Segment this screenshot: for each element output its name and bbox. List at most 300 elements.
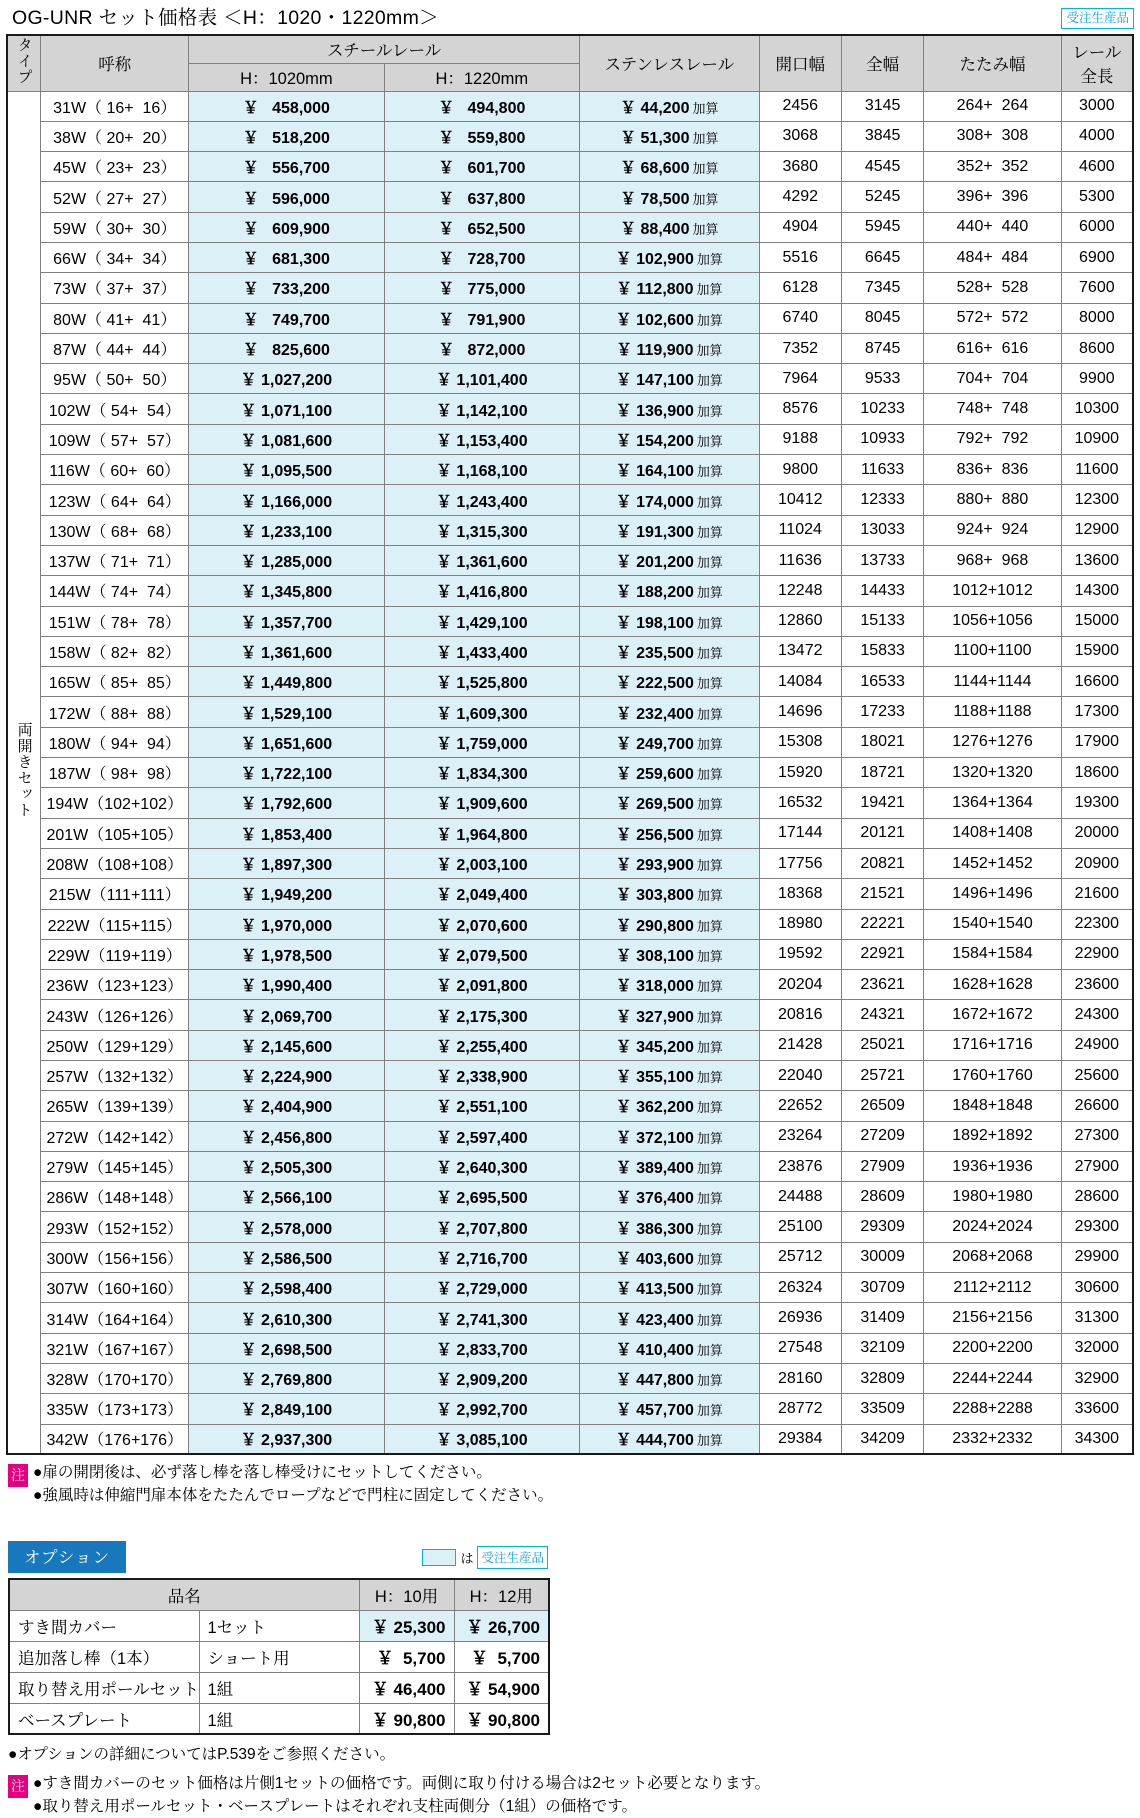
cell-fold-width: 1056+1056 — [924, 606, 1061, 636]
table-row — [7, 1030, 1133, 1060]
cell-fold-width: 572+ 572 — [924, 303, 1061, 333]
cell-name: 300W（156+156） — [41, 1242, 189, 1272]
cell-stainless-suffix: 加算 — [696, 1282, 723, 1298]
cell-opening-width: 9800 — [759, 455, 841, 485]
cell-stainless — [580, 545, 760, 575]
col-header-rail-length — [1061, 35, 1133, 91]
cell-steel-h1220: ￥ 2,741,300 — [384, 1303, 579, 1333]
option-price-h12: ￥ 90,800 — [454, 1703, 549, 1734]
cell-stainless-suffix: 加算 — [696, 1373, 723, 1389]
cell-name: 66W（ 34+ 34） — [41, 242, 189, 272]
option-detail-note: ●オプションの詳細についてはP.539をご参照ください。 — [8, 1746, 396, 1764]
cell-stainless — [580, 697, 760, 727]
cell-steel-h1020: ￥ 2,566,100 — [189, 1182, 384, 1212]
cell-fold-width: 792+ 792 — [924, 424, 1061, 454]
cell-stainless — [580, 152, 760, 182]
option-name: 追加落し棒（1本） — [9, 1641, 199, 1672]
cell-stainless-suffix: 加算 — [696, 797, 723, 813]
cell-steel-h1020: ￥ 749,700 — [189, 303, 384, 333]
cell-opening-width: 24488 — [759, 1182, 841, 1212]
table-header — [7, 35, 1133, 91]
cell-fold-width: 1628+1628 — [924, 970, 1061, 1000]
cell-stainless — [580, 242, 760, 272]
cell-rail-length: 14300 — [1061, 576, 1133, 606]
cell-stainless-amount: ￥ 249,700 — [615, 735, 694, 753]
table-row — [7, 1303, 1133, 1333]
cell-opening-width: 12248 — [759, 576, 841, 606]
cell-rail-length: 18600 — [1061, 758, 1133, 788]
cell-total-width: 20121 — [841, 818, 923, 848]
cell-total-width: 13733 — [841, 545, 923, 575]
cell-total-width: 17233 — [841, 697, 923, 727]
cell-stainless-suffix: 加算 — [692, 191, 719, 207]
cell-steel-h1220: ￥ 2,079,500 — [384, 939, 579, 969]
cell-stainless — [580, 91, 760, 121]
table-row — [7, 1121, 1133, 1151]
cell-stainless-amount: ￥ 457,700 — [615, 1402, 694, 1420]
cell-stainless — [580, 424, 760, 454]
cell-total-width: 19421 — [841, 788, 923, 818]
table-row — [7, 545, 1133, 575]
cell-total-width: 21521 — [841, 879, 923, 909]
table-row — [7, 1394, 1133, 1424]
cell-total-width: 30709 — [841, 1273, 923, 1303]
cell-name: 229W（119+119） — [41, 939, 189, 969]
cell-rail-length: 27900 — [1061, 1151, 1133, 1181]
cell-stainless-suffix: 加算 — [696, 373, 723, 389]
cell-stainless-amount: ￥ 293,900 — [615, 857, 694, 875]
cell-stainless — [580, 485, 760, 515]
cell-rail-length: 3000 — [1061, 91, 1133, 121]
cell-steel-h1020: ￥ 518,200 — [189, 121, 384, 151]
cell-rail-length: 12900 — [1061, 515, 1133, 545]
cell-fold-width: 264+ 264 — [924, 91, 1061, 121]
cell-name: 257W（132+132） — [41, 1061, 189, 1091]
cell-fold-width: 528+ 528 — [924, 273, 1061, 303]
cell-rail-length: 8600 — [1061, 333, 1133, 363]
cell-fold-width: 2332+2332 — [924, 1424, 1061, 1454]
main-price-table — [6, 34, 1134, 1455]
cell-opening-width: 3680 — [759, 152, 841, 182]
cell-fold-width: 1364+1364 — [924, 788, 1061, 818]
cell-opening-width: 4904 — [759, 212, 841, 242]
cell-stainless — [580, 606, 760, 636]
cell-fold-width: 616+ 616 — [924, 333, 1061, 363]
cell-stainless-suffix: 加算 — [696, 1191, 723, 1207]
option-row — [9, 1672, 549, 1703]
table-row — [7, 970, 1133, 1000]
cell-stainless-amount: ￥ 376,400 — [615, 1190, 694, 1208]
cell-rail-length: 31300 — [1061, 1303, 1133, 1333]
cell-name: 321W（167+167） — [41, 1333, 189, 1363]
cell-stainless — [580, 364, 760, 394]
cell-opening-width: 15920 — [759, 758, 841, 788]
table-row — [7, 273, 1133, 303]
option-unit: 1セット — [199, 1610, 359, 1641]
cell-stainless-amount: ￥ 232,400 — [615, 705, 694, 723]
option-unit: 1組 — [199, 1672, 359, 1703]
cell-opening-width: 18368 — [759, 879, 841, 909]
table-row — [7, 333, 1133, 363]
cell-steel-h1220: ￥ 2,070,600 — [384, 909, 579, 939]
cell-opening-width: 7352 — [759, 333, 841, 363]
cell-stainless-suffix: 加算 — [696, 1342, 723, 1358]
cell-total-width: 34209 — [841, 1424, 923, 1454]
cell-rail-length: 7600 — [1061, 273, 1133, 303]
cell-steel-h1020: ￥ 1,095,500 — [189, 455, 384, 485]
cell-stainless-suffix: 加算 — [696, 918, 723, 934]
cell-fold-width: 1188+1188 — [924, 697, 1061, 727]
option-name: ベースプレート — [9, 1703, 199, 1734]
cell-fold-width: 2068+2068 — [924, 1242, 1061, 1272]
cell-total-width: 15133 — [841, 606, 923, 636]
option-price-h12: ￥ 54,900 — [454, 1672, 549, 1703]
cell-stainless — [580, 1242, 760, 1272]
cell-stainless-suffix: 加算 — [696, 1130, 723, 1146]
cell-steel-h1020: ￥ 596,000 — [189, 182, 384, 212]
cell-steel-h1020: ￥ 1,722,100 — [189, 758, 384, 788]
cell-steel-h1220: ￥ 2,049,400 — [384, 879, 579, 909]
cell-rail-length: 34300 — [1061, 1424, 1133, 1454]
cell-total-width: 9533 — [841, 364, 923, 394]
cell-stainless-suffix: 加算 — [696, 706, 723, 722]
table-row — [7, 394, 1133, 424]
cell-stainless-amount: ￥ 78,500 — [620, 190, 690, 208]
cell-name: 180W（ 94+ 94） — [41, 727, 189, 757]
cell-rail-length: 29900 — [1061, 1242, 1133, 1272]
cell-stainless-suffix: 加算 — [696, 1070, 723, 1086]
table-row — [7, 636, 1133, 666]
table-row — [7, 818, 1133, 848]
cell-fold-width: 2244+2244 — [924, 1363, 1061, 1393]
cell-opening-width: 12860 — [759, 606, 841, 636]
cell-total-width: 29309 — [841, 1212, 923, 1242]
cell-stainless — [580, 1424, 760, 1454]
cell-steel-h1220: ￥ 1,759,000 — [384, 727, 579, 757]
cell-fold-width: 2024+2024 — [924, 1212, 1061, 1242]
cell-steel-h1020: ￥ 1,345,800 — [189, 576, 384, 606]
cell-stainless-suffix: 加算 — [696, 1433, 723, 1449]
option-notes — [8, 1773, 1140, 1818]
cell-stainless — [580, 909, 760, 939]
cell-stainless-suffix: 加算 — [692, 130, 719, 146]
cell-steel-h1020: ￥ 2,610,300 — [189, 1303, 384, 1333]
cell-stainless-amount: ￥ 136,900 — [615, 402, 694, 420]
cell-total-width: 7345 — [841, 273, 923, 303]
cell-stainless-suffix: 加算 — [696, 858, 723, 874]
cell-total-width: 10933 — [841, 424, 923, 454]
table-row — [7, 424, 1133, 454]
cell-fold-width: 396+ 396 — [924, 182, 1061, 212]
cell-fold-width: 1144+1144 — [924, 667, 1061, 697]
cell-fold-width: 2288+2288 — [924, 1394, 1061, 1424]
cell-steel-h1020: ￥ 1,978,500 — [189, 939, 384, 969]
cell-stainless-suffix: 加算 — [696, 676, 723, 692]
cell-total-width: 11633 — [841, 455, 923, 485]
cell-stainless-amount: ￥ 423,400 — [615, 1311, 694, 1329]
table-row — [7, 1424, 1133, 1454]
cell-name: 165W（ 85+ 85） — [41, 667, 189, 697]
cell-opening-width: 20816 — [759, 1000, 841, 1030]
cell-rail-length: 24900 — [1061, 1030, 1133, 1060]
cell-opening-width: 21428 — [759, 1030, 841, 1060]
cell-fold-width: 1716+1716 — [924, 1030, 1061, 1060]
cell-opening-width: 3068 — [759, 121, 841, 151]
cell-stainless — [580, 1030, 760, 1060]
cell-stainless-suffix: 加算 — [692, 221, 719, 237]
option-row — [9, 1641, 549, 1672]
table-row — [7, 727, 1133, 757]
cell-rail-length: 8000 — [1061, 303, 1133, 333]
cell-steel-h1220: ￥ 2,909,200 — [384, 1363, 579, 1393]
table-row — [7, 303, 1133, 333]
cell-stainless-suffix: 加算 — [696, 736, 723, 752]
cell-stainless-amount: ￥ 119,900 — [616, 342, 694, 360]
cell-name: 31W（ 16+ 16） — [41, 91, 189, 121]
cell-name: 208W（108+108） — [41, 848, 189, 878]
option-price-h12: ￥ 5,700 — [454, 1641, 549, 1672]
option-price-h10: ￥ 46,400 — [359, 1672, 454, 1703]
option-unit: ショート用 — [199, 1641, 359, 1672]
cell-stainless-amount: ￥ 44,200 — [620, 99, 690, 117]
cell-opening-width: 19592 — [759, 939, 841, 969]
cell-fold-width: 352+ 352 — [924, 152, 1061, 182]
cell-total-width: 6645 — [841, 242, 923, 272]
cell-rail-length: 22900 — [1061, 939, 1133, 969]
cell-fold-width: 704+ 704 — [924, 364, 1061, 394]
cell-total-width: 32109 — [841, 1333, 923, 1363]
cell-stainless-suffix: 加算 — [696, 524, 723, 540]
cell-total-width: 12333 — [841, 485, 923, 515]
cell-name: 144W（ 74+ 74） — [41, 576, 189, 606]
cell-steel-h1020: ￥ 2,849,100 — [189, 1394, 384, 1424]
cell-steel-h1220: ￥ 637,800 — [384, 182, 579, 212]
col-header-opening-width: 開口幅 — [759, 35, 841, 91]
cell-stainless — [580, 879, 760, 909]
cell-steel-h1220: ￥ 1,361,600 — [384, 545, 579, 575]
cell-stainless — [580, 667, 760, 697]
cell-steel-h1220: ￥ 1,168,100 — [384, 455, 579, 485]
cell-stainless-amount: ￥ 269,500 — [615, 796, 694, 814]
cell-total-width: 26509 — [841, 1091, 923, 1121]
cell-steel-h1020: ￥ 1,166,000 — [189, 485, 384, 515]
cell-name: 250W（129+129） — [41, 1030, 189, 1060]
table-row — [7, 485, 1133, 515]
cell-fold-width: 484+ 484 — [924, 242, 1061, 272]
note-badge: 注 — [8, 1464, 28, 1487]
cell-steel-h1020: ￥ 1,233,100 — [189, 515, 384, 545]
cell-rail-length: 17300 — [1061, 697, 1133, 727]
cell-total-width: 24321 — [841, 1000, 923, 1030]
cell-total-width: 4545 — [841, 152, 923, 182]
cell-opening-width: 9188 — [759, 424, 841, 454]
cell-name: 286W（148+148） — [41, 1182, 189, 1212]
opt-col-header-h12: H：12用 — [454, 1579, 549, 1610]
cell-total-width: 14433 — [841, 576, 923, 606]
cell-stainless-suffix: 加算 — [696, 252, 723, 268]
cell-fold-width: 2156+2156 — [924, 1303, 1061, 1333]
cell-name: 265W（139+139） — [41, 1091, 189, 1121]
cell-opening-width: 6740 — [759, 303, 841, 333]
cell-steel-h1020: ￥ 2,698,500 — [189, 1333, 384, 1363]
col-header-rail-length-line1: レール — [1072, 44, 1122, 63]
cell-steel-h1020: ￥ 681,300 — [189, 242, 384, 272]
cell-opening-width: 11024 — [759, 515, 841, 545]
cell-stainless-amount: ￥ 51,300 — [620, 129, 690, 147]
option-note-line-1: ●すき間カバーのセット価格は片側1セットの価格です。両側に取り付ける場合は2セット必要となります。 — [33, 1775, 771, 1793]
cell-rail-length: 19300 — [1061, 788, 1133, 818]
cell-stainless-suffix: 加算 — [692, 161, 719, 177]
cell-rail-length: 5300 — [1061, 182, 1133, 212]
option-price-h10: ￥ 5,700 — [359, 1641, 454, 1672]
cell-opening-width: 17756 — [759, 848, 841, 878]
cell-stainless-suffix: 加算 — [696, 282, 723, 298]
cell-name: 109W（ 57+ 57） — [41, 424, 189, 454]
cell-steel-h1020: ￥ 2,578,000 — [189, 1212, 384, 1242]
cell-stainless-suffix: 加算 — [696, 433, 723, 449]
cell-total-width: 16533 — [841, 667, 923, 697]
cell-steel-h1020: ￥ 2,586,500 — [189, 1242, 384, 1272]
cell-name: 45W（ 23+ 23） — [41, 152, 189, 182]
cell-total-width: 20821 — [841, 848, 923, 878]
cell-steel-h1220: ￥ 2,707,800 — [384, 1212, 579, 1242]
cell-steel-h1220: ￥ 791,900 — [384, 303, 579, 333]
cell-total-width: 33509 — [841, 1394, 923, 1424]
cell-steel-h1220: ￥ 1,964,800 — [384, 818, 579, 848]
cell-opening-width: 22652 — [759, 1091, 841, 1121]
cell-fold-width: 1892+1892 — [924, 1121, 1061, 1151]
col-header-stainless: ステンレスレール — [580, 35, 760, 91]
cell-stainless-amount: ￥ 188,200 — [615, 584, 694, 602]
cell-stainless-amount: ￥ 201,200 — [615, 554, 694, 572]
cell-fold-width: 1760+1760 — [924, 1061, 1061, 1091]
cell-steel-h1220: ￥ 1,834,300 — [384, 758, 579, 788]
cell-stainless-amount: ￥ 290,800 — [615, 917, 694, 935]
cell-steel-h1220: ￥ 2,597,400 — [384, 1121, 579, 1151]
cell-rail-length: 27300 — [1061, 1121, 1133, 1151]
cell-steel-h1020: ￥ 733,200 — [189, 273, 384, 303]
cell-fold-width: 1452+1452 — [924, 848, 1061, 878]
option-name: 取り替え用ポールセット — [9, 1672, 199, 1703]
cell-rail-length: 28600 — [1061, 1182, 1133, 1212]
cell-name: 38W（ 20+ 20） — [41, 121, 189, 151]
table-row — [7, 242, 1133, 272]
legend-made-to-order-tag: 受注生産品 — [477, 1546, 548, 1569]
cell-stainless — [580, 1273, 760, 1303]
page-title: OG-UNR セット価格表 ＜H：1020・1220mm＞ — [12, 7, 439, 29]
option-note-line-2: ●取り替え用ポールセット・ベースプレートはそれぞれ支柱両側分（1組）の価格です。 — [33, 1797, 638, 1815]
cell-stainless — [580, 212, 760, 242]
cell-stainless-suffix: 加算 — [696, 585, 723, 601]
cell-stainless-amount: ￥ 386,300 — [615, 1220, 694, 1238]
cell-rail-length: 26600 — [1061, 1091, 1133, 1121]
table-row — [7, 364, 1133, 394]
col-header-name: 呼称 — [41, 35, 189, 91]
cell-steel-h1220: ￥ 2,695,500 — [384, 1182, 579, 1212]
cell-rail-length: 16600 — [1061, 667, 1133, 697]
table-row — [7, 182, 1133, 212]
cell-total-width: 22221 — [841, 909, 923, 939]
cell-stainless-amount: ￥ 327,900 — [615, 1008, 694, 1026]
cell-total-width: 18021 — [841, 727, 923, 757]
cell-stainless-amount: ￥ 413,500 — [615, 1281, 694, 1299]
opt-col-header-name: 品名 — [9, 1579, 359, 1610]
cell-stainless-amount: ￥ 444,700 — [615, 1432, 694, 1450]
table-row — [7, 91, 1133, 121]
cell-total-width: 8045 — [841, 303, 923, 333]
cell-stainless — [580, 1182, 760, 1212]
cell-steel-h1220: ￥ 1,142,100 — [384, 394, 579, 424]
cell-name: 222W（115+115） — [41, 909, 189, 939]
cell-stainless — [580, 121, 760, 151]
cell-total-width: 27209 — [841, 1121, 923, 1151]
cell-steel-h1220: ￥ 2,716,700 — [384, 1242, 579, 1272]
cell-stainless-suffix: 加算 — [696, 615, 723, 631]
cell-steel-h1220: ￥ 3,085,100 — [384, 1424, 579, 1454]
cell-name: 151W（ 78+ 78） — [41, 606, 189, 636]
cell-stainless-suffix: 加算 — [696, 343, 723, 359]
cell-steel-h1220: ￥ 2,992,700 — [384, 1394, 579, 1424]
cell-steel-h1220: ￥ 1,525,800 — [384, 667, 579, 697]
cell-steel-h1220: ￥ 2,729,000 — [384, 1273, 579, 1303]
cell-opening-width: 16532 — [759, 788, 841, 818]
cell-steel-h1220: ￥ 2,551,100 — [384, 1091, 579, 1121]
cell-stainless — [580, 818, 760, 848]
option-legend — [422, 1546, 548, 1569]
cell-stainless-amount: ￥ 154,200 — [615, 432, 694, 450]
table-row — [7, 848, 1133, 878]
cell-rail-length: 6900 — [1061, 242, 1133, 272]
cell-steel-h1020: ￥ 1,792,600 — [189, 788, 384, 818]
cell-name: 307W（160+160） — [41, 1273, 189, 1303]
cell-total-width: 27909 — [841, 1151, 923, 1181]
cell-opening-width: 27548 — [759, 1333, 841, 1363]
cell-steel-h1220: ￥ 652,500 — [384, 212, 579, 242]
cell-fold-width: 1276+1276 — [924, 727, 1061, 757]
cell-stainless-amount: ￥ 102,600 — [615, 311, 694, 329]
cell-rail-length: 20000 — [1061, 818, 1133, 848]
cell-steel-h1020: ￥ 2,404,900 — [189, 1091, 384, 1121]
cell-rail-length: 17900 — [1061, 727, 1133, 757]
cell-steel-h1220: ￥ 1,909,600 — [384, 788, 579, 818]
cell-steel-h1020: ￥ 1,285,000 — [189, 545, 384, 575]
cell-fold-width: 1408+1408 — [924, 818, 1061, 848]
cell-name: 314W（164+164） — [41, 1303, 189, 1333]
cell-stainless-suffix: 加算 — [696, 1221, 723, 1237]
cell-opening-width: 10412 — [759, 485, 841, 515]
cell-steel-h1220: ￥ 1,315,300 — [384, 515, 579, 545]
cell-fold-width: 440+ 440 — [924, 212, 1061, 242]
type-cell-label: 両開きセット — [15, 721, 33, 818]
cell-stainless-amount: ￥ 447,800 — [615, 1372, 694, 1390]
cell-opening-width: 22040 — [759, 1061, 841, 1091]
cell-name: 201W（105+105） — [41, 818, 189, 848]
cell-stainless — [580, 1151, 760, 1181]
option-unit: 1組 — [199, 1703, 359, 1734]
cell-stainless — [580, 303, 760, 333]
cell-rail-length: 29300 — [1061, 1212, 1133, 1242]
cell-fold-width: 1672+1672 — [924, 1000, 1061, 1030]
cell-rail-length: 20900 — [1061, 848, 1133, 878]
table-row — [7, 152, 1133, 182]
table-row — [7, 515, 1133, 545]
cell-name: 80W（ 41+ 41） — [41, 303, 189, 333]
col-header-steel-group: スチールレール — [189, 35, 580, 63]
cell-stainless-suffix: 加算 — [696, 1100, 723, 1116]
cell-stainless-suffix: 加算 — [696, 888, 723, 904]
cell-fold-width: 2112+2112 — [924, 1273, 1061, 1303]
cell-steel-h1220: ￥ 1,243,400 — [384, 485, 579, 515]
